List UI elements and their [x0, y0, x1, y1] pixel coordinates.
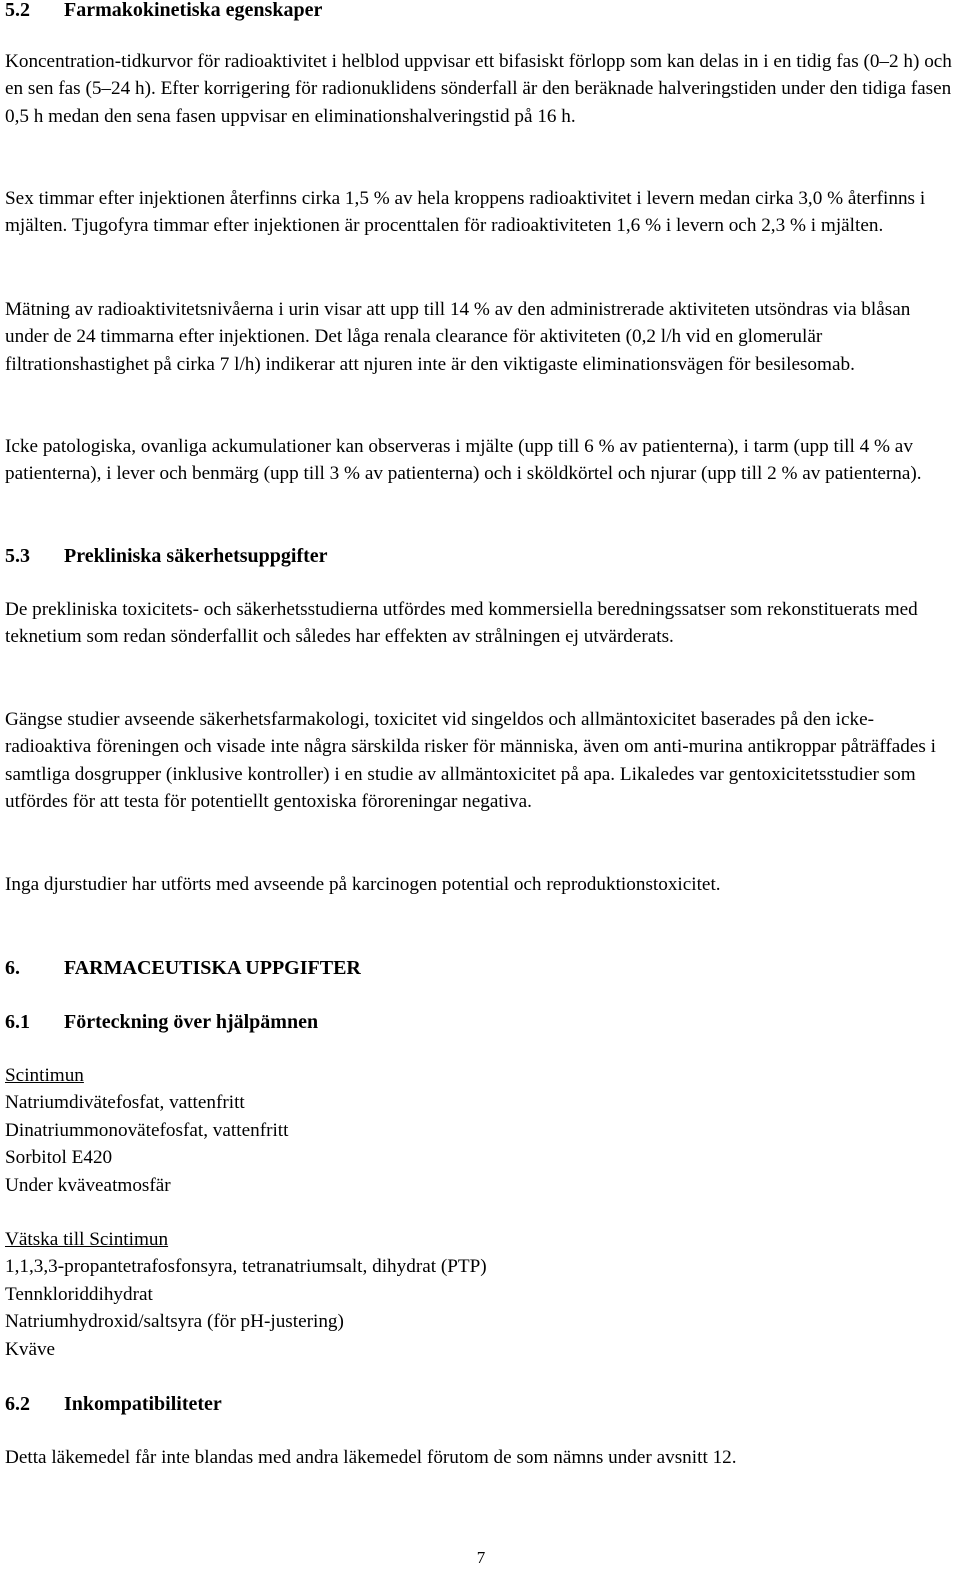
section-heading-6-1	[5, 1011, 318, 1033]
section-number: 5.2	[5, 0, 30, 21]
excipient-group-heading: Vätska till Scintimun	[5, 1229, 169, 1250]
section-number: 6.2	[5, 1393, 30, 1415]
list-item: Sorbitol E420	[5, 1147, 113, 1169]
excipient-list-scintimun	[5, 1062, 288, 1199]
paragraph-accumulations: Icke patologiska, ovanliga ackumulationer kan observeras i mjälte (upp till 6 % av patienterna), i tarm (upp till 4 % av patienterna), i lever och benmärg (upp till 3 % av patienterna) och i sköldkörtel och njurar (upp till 2 % av patienterna).	[5, 436, 922, 485]
page-number: 7	[476, 1548, 486, 1567]
section-heading-6	[5, 957, 361, 979]
paragraph-preclinical-kits: De prekliniska toxicitets- och säkerhetsstudierna utfördes med kommersiella beredningssatser som rekonstituerats med teknetium som redan sönderfallit och således har effekten av strålningen ej utvärderats.	[5, 599, 918, 648]
section-title: Förteckning över hjälpämnen	[64, 1011, 319, 1033]
section-heading-5-2	[5, 0, 322, 21]
section-title: Inkompatibiliteter	[64, 1393, 222, 1415]
paragraph-incompatibilities: Detta läkemedel får inte blandas med andra läkemedel förutom de som nämns under avsnitt 12.	[5, 1447, 737, 1468]
paragraph-urine: Mätning av radioaktivitetsnivåerna i urin visar att upp till 14 % av den administrerade aktiviteten utsöndras via blåsan under de 24 timmarna efter injektionen. Det låga renala clearance för aktiviteten (0,2 l/h vid en glomerulär filtrationshastighet på cirka 7 l/h) indikerar att njuren inte är den viktigaste eliminationsvägen för besilesomab.	[5, 299, 911, 375]
paragraph-animal-studies: Inga djurstudier har utförts med avseende på karcinogen potential och reproduktionstoxicitet.	[5, 874, 721, 895]
section-heading-5-3	[5, 545, 328, 567]
section-heading-6-2	[5, 1393, 222, 1415]
paragraph-liver-spleen: Sex timmar efter injektionen återfinns cirka 1,5 % av hela kroppens radioaktivitet i levern medan cirka 3,0 % återfinns i mjälten. Tjugofyra timmar efter injektionen är procenttalen för radioaktiviteten 1,6 % i levern och 2,3 % i mjälten.	[5, 188, 926, 237]
list-item: Dinatriummonovätefosfat, vattenfritt	[5, 1119, 289, 1141]
list-item: Natriumhydroxid/saltsyra (för pH-justering)	[5, 1311, 344, 1333]
list-item: Tennkloriddihydrat	[5, 1283, 153, 1305]
list-item: Under kväveatmosfär	[5, 1174, 171, 1196]
section-number: 5.3	[5, 545, 30, 567]
list-item: Kväve	[5, 1338, 56, 1360]
paragraph-blood-kinetics: Koncentration-tidkurvor för radioaktivitet i helblod uppvisar ett bifasiskt förlopp som kan delas in i en tidig fas (0–2 h) och en sen fas (5–24 h). Efter korrigering för radionuklidens sönderfall är den beräknade halveringstiden under den tidiga fasen 0,5 h medan den sena fasen uppvisar en eliminationshalveringstid på 16 h.	[5, 51, 952, 127]
paragraph-safety-studies: Gängse studier avseende säkerhetsfarmakologi, toxicitet vid singeldos och allmäntoxicitet baserades på den icke-radioaktiva föreningen och visade inte några särskilda risker för människa, även om anti-murina antikroppar påträffades i samtliga dosgrupper (inklusive kontroller) i en studie av allmäntoxicitet på apa. Likaledes var gentoxicitetsstudier som utfördes för att testa för potentiellt gentoxiska föroreningar negativa.	[5, 709, 936, 813]
section-title: Farmakokinetiska egenskaper	[64, 0, 323, 21]
section-number: 6.	[5, 957, 20, 979]
list-item: 1,1,3,3-propantetrafosfonsyra, tetranatriumsalt, dihydrat (PTP)	[5, 1256, 487, 1278]
excipient-group-heading: Scintimun	[5, 1065, 84, 1086]
excipient-list-solvent	[5, 1226, 487, 1363]
section-number: 6.1	[5, 1011, 30, 1033]
section-title: Prekliniska säkerhetsuppgifter	[64, 545, 328, 567]
list-item: Natriumdivätefosfat, vattenfritt	[5, 1092, 245, 1114]
section-title: FARMACEUTISKA UPPGIFTER	[64, 957, 361, 979]
